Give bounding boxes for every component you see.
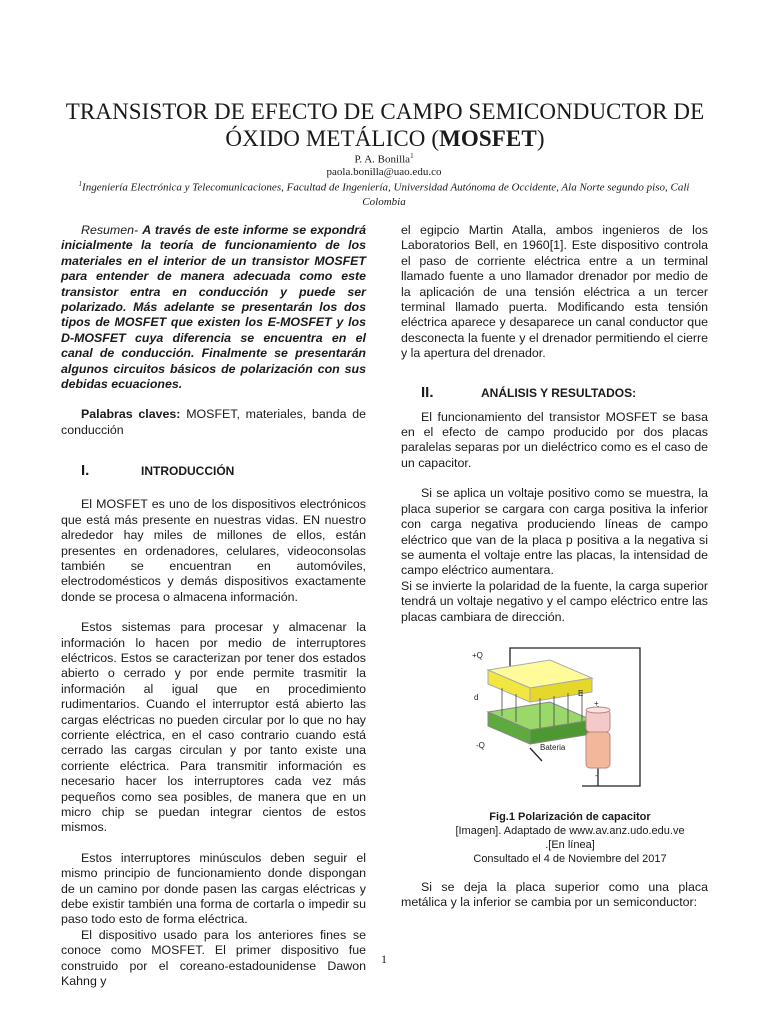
label-minus: - <box>595 771 598 780</box>
capacitor-figure <box>470 636 680 808</box>
paragraph: el egipcio Martin Atalla, ambos ingenieros de los Laboratorios Bell, en 1960[1]. Este dispositivo controla el paso de corriente eléctrica entre a un terminal llamado fuente a uno llamador drenador por medio de la aplicación de una tensión eléctrica a un tercer terminal llamado puerta. Modificando esta tensión eléctrica aparece y desaparece un canal conductor que desconecta la fuente y el drenador permitiendo el cierre y la apertura del drenador. <box>401 223 708 361</box>
page-number: 1 <box>381 952 387 966</box>
label-e: E <box>578 689 584 698</box>
paper-title: TRANSISTOR DE EFECTO DE CAMPO SEMICONDUCTOR DE ÓXIDO METÁLICO (MOSFET) <box>65 99 705 151</box>
right-column-after-figure <box>401 880 708 911</box>
section-heading-introduccion: I. INTRODUCCIÓN <box>81 462 235 480</box>
paragraph: El funcionamiento del transistor MOSFET se basa en el efecto de campo producido por dos placas paralelas separas por un dieléctrico como es el caso de un capacitor. <box>401 409 708 470</box>
paragraph: El MOSFET es uno de los dispositivos electrónicos que está más presente en nuestras vidas. EN nuestro alrededor hay miles de millones de ellos, están presentes en ordenadores, celulares, videoconsolas también se encuentran en automóviles, electrodomésticos y demás dispositivos exactamente donde se procesa o almacena información. <box>61 497 366 604</box>
paragraph: Si se deja la placa superior como una placa metálica y la inferior se cambia por un semiconductor: <box>401 880 708 910</box>
figure-caption: Fig.1 Polarización de capacitor [Imagen]. Adaptado de www.av.anz.udo.edu.ve .[En línea] Consultado el 4 de Noviembre del 2017 <box>455 811 685 865</box>
section-heading-analisis: II. ANÁLISIS Y RESULTADOS: <box>421 383 637 401</box>
left-column <box>61 223 366 989</box>
affiliation: $^1$Ingeniería Electrónica y Telecomunicaciones, Facultad de Ingeniería, Universidad Autónoma de Occidente, Ala Norte segundo piso, Cali Colombia <box>78 180 690 208</box>
label-minus-q: -Q <box>476 741 485 750</box>
keywords: Palabras claves: MOSFET, materiales, banda de conducción <box>61 407 367 437</box>
paragraph: Si se aplica un voltaje positivo como se muestra, la placa superior se cargara con carga positiva la inferior con carga negativa produciendo líneas de campo eléctrico que van de la placa p positiva a la negativa si se aumenta el voltaje entre las placas, la intensidad de campo eléctrico aumentara. <box>401 486 708 578</box>
paragraph: Si se invierte la polaridad de la fuente, la carga superior tendrá un voltaje negativo y el campo eléctrico entre las placas cambiara de dirección. <box>401 578 708 624</box>
paragraph: Estos sistemas para procesar y almacenar la información lo hacen por medio de interruptores eléctricos. Estos se caracterizan por tener dos estados abierto o cerrado y por ende permite trasmitir la información al igual que en procedimiento rudimentarios. Cuando el interruptor está abierto las cargas eléctricas no pueden circular por lo que no hay corriente eléctrica, en el caso contrario cuando está cerrado las cargas circulan y por tanto existe una corriente eléctrica. Para transmitir información es necesario hacer los interruptores cada vez más pequeños como sea posibles, de manera que en un micro chip se puedan integrar cientos de estos mismos. <box>61 620 366 835</box>
paragraph: El dispositivo usado para los anteriores fines se conoce como MOSFET. El primer dispositivo fue construido por el coreano-estadounidense Dawon Kahng y <box>61 927 366 989</box>
label-d: d <box>474 693 479 702</box>
label-plus-q: +Q <box>472 651 483 660</box>
label-battery: Bateria <box>540 743 566 752</box>
battery-bottom <box>586 732 610 768</box>
author-email: paola.bonilla@uao.edu.co <box>326 166 442 178</box>
label-plus: + <box>594 699 599 708</box>
paragraph: Estos interruptores minúsculos deben seguir el mismo principio de funcionamiento donde dispongan de un camino por donde pasen las cargas eléctricas y debe existir también una forma de cortarla o impedir su paso todo esto de forma eléctrica. <box>61 850 366 927</box>
author-line: P. A. Bonilla$^1$ <box>354 152 414 166</box>
right-column <box>401 223 708 625</box>
abstract: Resumen- A través de este informe se expondrá inicialmente la teoría de funcionamiento de los materiales en el interior de un transistor MOSFET para entender de manera adecuada como este transistor entra en conducción y puede ser polarizado. Más adelante se presentarán los dos tipos de MOSFET que existen los E-MOSFET y los D-MOSFET cuya diferencia se encuentra en el canal de conducción. Finalmente se presentarán algunos circuitos básicos de polarización con sus debidas ecuaciones. <box>61 223 366 392</box>
